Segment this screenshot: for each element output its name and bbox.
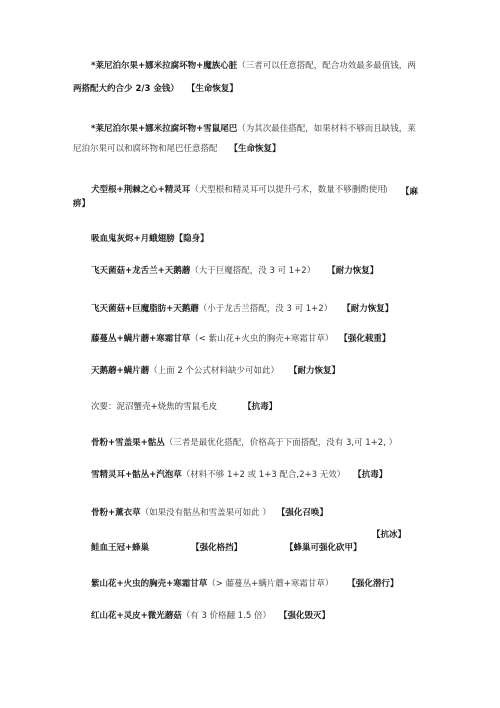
recipe-line-sneak xyxy=(91,578,398,590)
recipe-ingredients: 骨粉+雪盖果+骷丛 xyxy=(91,438,165,448)
recipe-note: （> 藤蔓丛+螨片蘑+寒霜甘草） xyxy=(207,579,334,589)
recipe-effect-tag: 【抗毒】 xyxy=(353,470,388,480)
recipe-note: （材料不够 1+2 或 1+3 配合,2+3 无效） xyxy=(181,470,346,480)
recipe-line-frost-resist xyxy=(372,529,406,541)
recipe-line-poison-resist-2 xyxy=(91,469,387,481)
recipe-note: （如果没有骷丛和雪盖果可如此 ） xyxy=(140,508,271,518)
recipe-line-carry-weight xyxy=(91,333,390,345)
recipe-effect-tag: 【耐力恢复】 xyxy=(342,304,394,314)
recipe-ingredients: 飞天菌菇+龙舌兰+天鹅蘑 xyxy=(91,266,191,276)
recipe-effect-tag: 【蜂巢可强化砍甲】 xyxy=(285,543,362,553)
recipe-line-invisibility xyxy=(91,233,209,245)
recipe-line-life-1a xyxy=(91,60,416,72)
recipe-note: （有 3 价格翻 1.5 倍） xyxy=(181,611,271,621)
recipe-note: （大于巨魔搭配，没 3 可 1+2） xyxy=(190,266,316,276)
recipe-note: （小于龙舌兰搭配，没 3 可 1+2） xyxy=(198,304,333,314)
recipe-line-armor-note xyxy=(285,542,362,554)
recipe-effect-tag: 【抗毒】 xyxy=(243,402,278,412)
recipe-effect-tag: 【强化格挡】 xyxy=(191,543,243,553)
recipe-line-poison-resist-minor xyxy=(91,401,277,413)
recipe-note-tail: ） xyxy=(384,186,393,196)
recipe-effect-tag: 【强化潜行】 xyxy=(347,579,399,589)
recipe-note: （三者可以任意搭配，配合功效最多最值钱，两 xyxy=(237,61,416,71)
recipe-line-paralysis-b xyxy=(73,198,90,210)
recipe-line-stamina-1 xyxy=(91,265,378,277)
recipe-ingredients: 紫山花+火虫的胸壳+寒霜甘草 xyxy=(91,579,208,589)
recipe-ingredients: 犬型根+荆棘之心+精灵耳 xyxy=(91,185,191,195)
recipe-effect-tag: 【隐身】 xyxy=(174,234,209,244)
recipe-effect-tag: 【耐力恢复】 xyxy=(327,266,379,276)
recipe-line-conjuration xyxy=(91,507,328,519)
recipe-line-destruction xyxy=(91,610,330,622)
recipe-ingredients: 天鹅蘑+螨片蘑 xyxy=(91,366,150,376)
recipe-effect-tag: 【生命恢复】 xyxy=(229,144,281,154)
recipe-effect-tag: 【耐力恢复】 xyxy=(288,366,340,376)
recipe-ingredients: 骨粉+薰衣草 xyxy=(91,508,141,518)
recipe-note: 尼泊尔果可以和腐坏物和尾巴任意搭配 xyxy=(73,144,218,154)
recipe-ingredients: 飞天菌菇+巨魔脂肪+天鹅蘑 xyxy=(91,304,199,314)
recipe-line-life-2b xyxy=(73,143,281,155)
recipe-ingredients: 吸血鬼灰烬+月蛾翅膀 xyxy=(91,234,175,244)
recipe-ingredients: 雪精灵耳+骷丛+汽泡草 xyxy=(91,470,182,480)
recipe-line-stamina-3 xyxy=(91,365,340,377)
recipe-effect-tag: 【强化载重】 xyxy=(339,334,391,344)
recipe-effect-tag: 【强化召唤】 xyxy=(276,508,328,518)
recipe-effect-tag: 【抗冰】 xyxy=(372,530,407,540)
recipe-line-life-1b xyxy=(73,83,238,95)
recipe-ingredients: 鲑血王冠+蜂巢 xyxy=(91,543,150,553)
recipe-ingredients: *莱尼泊尔果+娜米拉腐坏物+魔族心脏 xyxy=(91,61,238,71)
recipe-ingredients: 红山花+灵皮+微光蘑菇 xyxy=(91,611,182,621)
recipe-line-stamina-2 xyxy=(91,303,393,315)
recipe-ingredients: 次要：泥沼蟹壳+烧焦的雪鼠毛皮 xyxy=(91,402,218,412)
recipe-note: （犬型根和精灵耳可以提升弓术，数量不够删酌使用 xyxy=(190,185,386,195)
recipe-effect-tag: 【生命恢复】 xyxy=(186,84,238,94)
recipe-line-paralysis-a xyxy=(91,184,386,196)
recipe-effect-tag: 痹】 xyxy=(73,199,91,209)
recipe-ingredients: *莱尼泊尔果+娜米拉腐坏物+雪鼠尾巴 xyxy=(91,124,238,134)
recipe-line-poison-resist-1 xyxy=(91,437,397,449)
recipe-note: 两搭配大约合少 2/3 金钱） xyxy=(73,84,179,94)
recipe-note: （< 紫山花+火虫的胸壳+寒霜甘草） xyxy=(190,334,334,344)
recipe-effect-tag: 【麻 xyxy=(401,187,419,197)
recipe-effect-tag: 【强化毁灭】 xyxy=(278,611,330,621)
recipe-line-block xyxy=(91,542,242,554)
recipe-note: （上面 2 个公式材料缺少可如此） xyxy=(149,366,279,376)
recipe-ingredients: 藤蔓丛+螨片蘑+寒霜甘草 xyxy=(91,334,191,344)
recipe-note: （为其次最佳搭配，如果材料不够而且缺钱，莱 xyxy=(237,124,416,134)
recipe-note: （三者是最优化搭配，价格高于下面搭配，没有 3,可 1+2, ） xyxy=(164,438,398,448)
recipe-line-life-2a xyxy=(91,123,416,135)
